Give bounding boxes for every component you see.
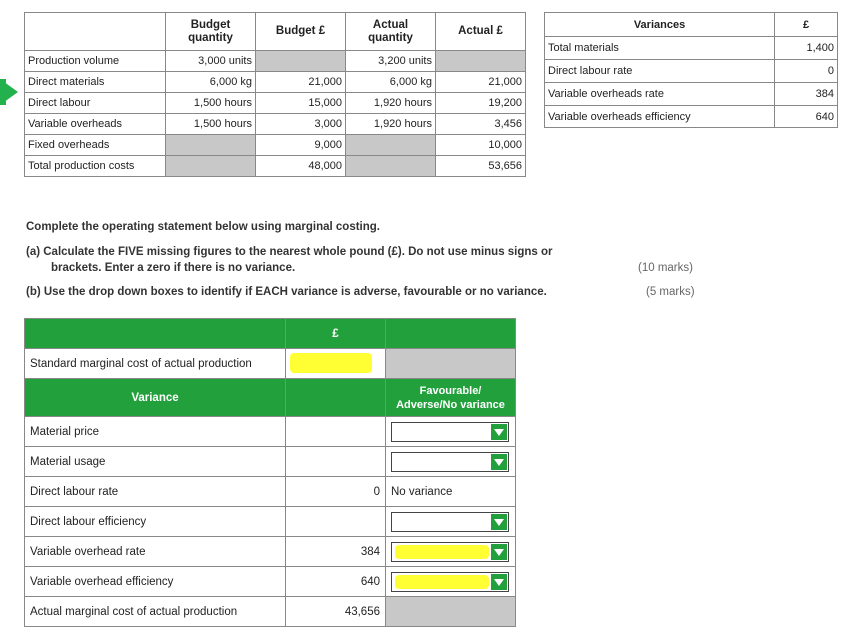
actual-cost-row: [25, 597, 516, 627]
variance-type-dropdown[interactable]: [391, 542, 509, 562]
part-a-line1: (a) Calculate the FIVE missing figures to the nearest whole pound (£). Do not use minus signs or: [26, 246, 553, 258]
actual-quantity-cell: 1,920 hours: [346, 93, 436, 114]
statement-header-blank: [25, 319, 286, 349]
budget-gbp-cell: 15,000: [256, 93, 346, 114]
operating-statement-table: [24, 318, 516, 627]
row-label: Fixed overheads: [25, 135, 166, 156]
chevron-down-icon[interactable]: [491, 514, 507, 530]
table-row: [25, 477, 516, 507]
actual-quantity-cell: 6,000 kg: [346, 72, 436, 93]
variance-amount-value: 640: [286, 567, 386, 597]
row-label: Direct materials: [25, 72, 166, 93]
chevron-down-icon[interactable]: [491, 574, 507, 590]
table-row: [25, 567, 516, 597]
budget-table-header: [25, 13, 526, 51]
budget-actual-table: [24, 12, 526, 177]
table-row: [545, 106, 838, 128]
variance-type-dropdown[interactable]: [391, 572, 509, 592]
budget-quantity-cell: [166, 156, 256, 177]
budget-gbp-header: Budget £: [256, 13, 346, 51]
question-intro: Complete the operating statement below using marginal costing.: [26, 221, 380, 233]
actual-quantity-cell: [346, 135, 436, 156]
question-pointer-icon: [0, 79, 18, 105]
actual-gbp-header: Actual £: [436, 13, 526, 51]
variance-type-text: No variance: [386, 477, 516, 507]
variances-table: [544, 12, 838, 128]
row-label: Total production costs: [25, 156, 166, 177]
part-a-line2: brackets. Enter a zero if there is no variance.: [51, 262, 296, 274]
variance-value: 0: [775, 60, 838, 83]
table-row: [25, 114, 526, 135]
part-a-marks: (10 marks): [638, 262, 693, 274]
budget-quantity-cell: [166, 135, 256, 156]
variance-amount-value: 384: [286, 537, 386, 567]
fav-header-line1: Favourable/: [419, 384, 482, 397]
chevron-down-icon[interactable]: [491, 544, 507, 560]
table-row: [25, 51, 526, 72]
variance-header-row: [25, 379, 516, 417]
variances-header: [545, 13, 838, 37]
variance-row-label: Material usage: [25, 447, 286, 477]
standard-cost-row: [25, 349, 516, 379]
budget-quantity-cell: 1,500 hours: [166, 93, 256, 114]
chevron-down-icon[interactable]: [491, 454, 507, 470]
statement-header-row: [25, 319, 516, 349]
table-row: [25, 72, 526, 93]
variance-type-cell: [386, 417, 516, 447]
variance-header-blank: [286, 379, 386, 417]
variance-type-dropdown[interactable]: [391, 512, 509, 532]
actual-cost-shaded: [386, 597, 516, 627]
actual-gbp-cell: 19,200: [436, 93, 526, 114]
budget-gbp-cell: 3,000: [256, 114, 346, 135]
budget-quantity-header: Budget quantity: [166, 13, 256, 51]
table-row: [25, 447, 516, 477]
row-label: Variable overheads: [25, 114, 166, 135]
standard-cost-shaded: [386, 349, 516, 379]
part-b-marks: (5 marks): [646, 286, 695, 298]
budget-gbp-cell: 21,000: [256, 72, 346, 93]
row-label: Direct labour: [25, 93, 166, 114]
table-row: [545, 37, 838, 60]
budget-quantity-cell: 1,500 hours: [166, 114, 256, 135]
variance-type-cell: [386, 507, 516, 537]
standard-cost-input[interactable]: [286, 349, 386, 379]
variance-type-dropdown[interactable]: [391, 452, 509, 472]
table-row: [545, 60, 838, 83]
budget-gbp-cell: [256, 51, 346, 72]
yellow-highlight: [395, 575, 489, 589]
budget-quantity-cell: 6,000 kg: [166, 72, 256, 93]
variance-value: 384: [775, 83, 838, 106]
actual-gbp-cell: [436, 51, 526, 72]
actual-gbp-cell: 10,000: [436, 135, 526, 156]
variance-row-label: Direct labour rate: [25, 477, 286, 507]
variance-amount-value: 0: [286, 477, 386, 507]
variance-row-label: Direct labour efficiency: [25, 507, 286, 537]
yellow-highlight: [290, 353, 372, 373]
variance-label: Total materials: [545, 37, 775, 60]
actual-gbp-cell: 53,656: [436, 156, 526, 177]
currency-header: £: [286, 319, 386, 349]
variance-row-label: Variable overhead efficiency: [25, 567, 286, 597]
fav-header-line2: Adverse/No variance: [396, 398, 505, 411]
table-row: [545, 83, 838, 106]
variance-amount-input[interactable]: [286, 447, 386, 477]
actual-gbp-cell: 21,000: [436, 72, 526, 93]
chevron-down-icon[interactable]: [491, 424, 507, 440]
budget-gbp-cell: 9,000: [256, 135, 346, 156]
actual-gbp-cell: 3,456: [436, 114, 526, 135]
table-row: [25, 135, 526, 156]
statement-header-blank-2: [386, 319, 516, 349]
budget-quantity-cell: 3,000 units: [166, 51, 256, 72]
variance-row-label: Material price: [25, 417, 286, 447]
variances-header-label: Variances: [545, 13, 775, 37]
table-row: [25, 507, 516, 537]
table-row: [25, 537, 516, 567]
variance-amount-input[interactable]: [286, 507, 386, 537]
table-row: [25, 93, 526, 114]
actual-quantity-cell: [346, 156, 436, 177]
part-b-text: (b) Use the drop down boxes to identify if EACH variance is adverse, favourable or no variance.: [26, 286, 547, 298]
variance-type-dropdown[interactable]: [391, 422, 509, 442]
variances-header-unit: £: [775, 13, 838, 37]
blank-header: [25, 13, 166, 51]
table-row: [25, 417, 516, 447]
variance-label: Variable overheads efficiency: [545, 106, 775, 128]
actual-quantity-cell: 1,920 hours: [346, 114, 436, 135]
variance-type-cell: [386, 447, 516, 477]
actual-cost-value: 43,656: [286, 597, 386, 627]
variance-label: Variable overheads rate: [545, 83, 775, 106]
actual-cost-label: Actual marginal cost of actual production: [25, 597, 286, 627]
variance-row-label: Variable overhead rate: [25, 537, 286, 567]
variance-header: Variance: [25, 379, 286, 417]
variance-type-cell: [386, 537, 516, 567]
variance-amount-input[interactable]: [286, 417, 386, 447]
actual-quantity-header: Actual quantity: [346, 13, 436, 51]
variance-type-cell: [386, 567, 516, 597]
budget-gbp-cell: 48,000: [256, 156, 346, 177]
standard-cost-label: Standard marginal cost of actual production: [25, 349, 286, 379]
variance-value: 1,400: [775, 37, 838, 60]
yellow-highlight: [395, 545, 489, 559]
actual-quantity-cell: 3,200 units: [346, 51, 436, 72]
table-row: [25, 156, 526, 177]
variance-value: 640: [775, 106, 838, 128]
row-label: Production volume: [25, 51, 166, 72]
fav-adverse-header: [386, 379, 516, 417]
variance-label: Direct labour rate: [545, 60, 775, 83]
